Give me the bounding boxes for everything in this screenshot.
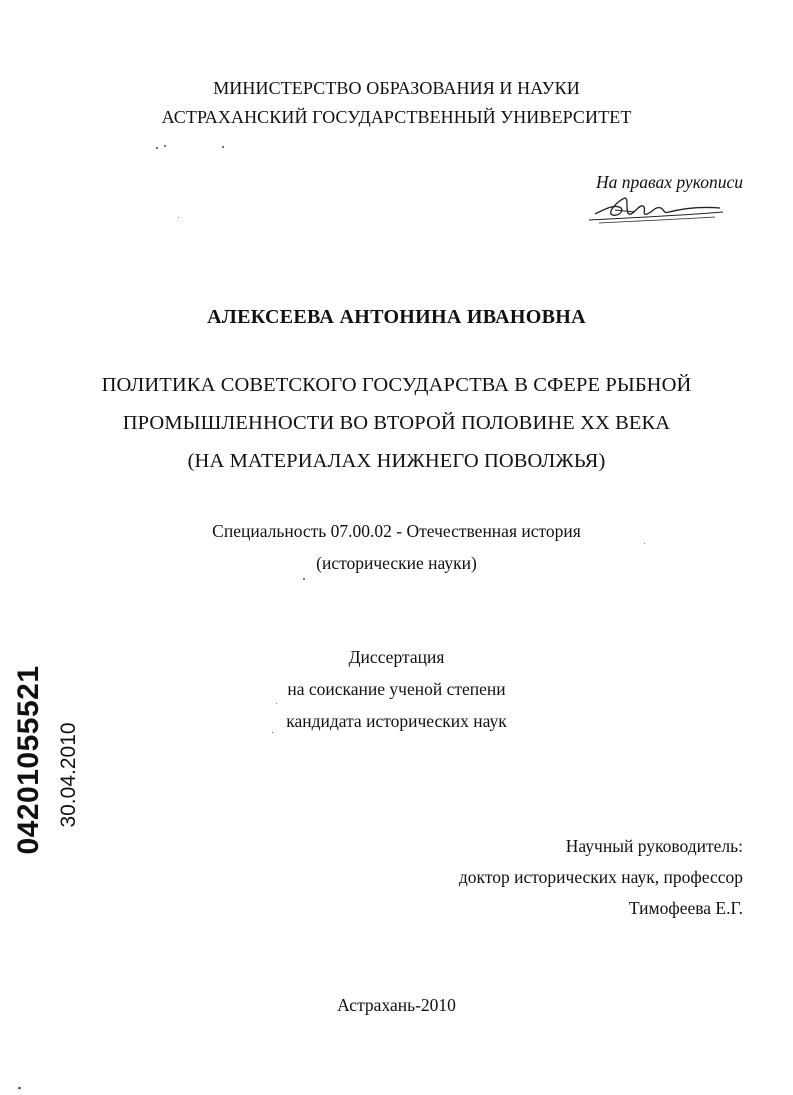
- ministry-heading: МИНИСТЕРСТВО ОБРАЗОВАНИЯ И НАУКИ: [213, 78, 580, 98]
- title-line-3: (НА МАТЕРИАЛАХ НИЖНЕГО ПОВОЛЖЬЯ): [187, 450, 606, 472]
- specialty-field: (исторические науки): [316, 553, 477, 573]
- scan-speck: [164, 145, 166, 147]
- library-stamp-number: 04201055521: [12, 665, 45, 855]
- title-line-1: ПОЛИТИКА СОВЕТСКОГО ГОСУДАРСТВА В СФЕРЕ РЫБНОЙ: [101, 374, 692, 396]
- author-name: АЛЕКСЕЕВА АНТОНИНА ИВАНОВНА: [207, 306, 586, 328]
- scan-speck: [303, 578, 305, 580]
- scan-speck: [276, 703, 277, 704]
- supervisor-name: Тимофеева Е.Г.: [628, 898, 743, 918]
- supervisor-label: Научный руководитель:: [565, 836, 743, 856]
- degree-name: кандидата исторических наук: [286, 711, 507, 731]
- place-year: Астрахань-2010: [337, 995, 456, 1015]
- manuscript-rights-label: На правах рукописи: [596, 172, 743, 192]
- university-heading: АСТРАХАНСКИЙ ГОСУДАРСТВЕННЫЙ УНИВЕРСИТЕТ: [161, 107, 632, 127]
- scan-speck: [18, 1087, 21, 1089]
- scan-speck: [644, 543, 645, 544]
- scan-speck: [272, 732, 273, 733]
- library-stamp-date: 30.04.2010: [57, 722, 80, 828]
- degree-purpose: на соискание ученой степени: [287, 679, 506, 699]
- dissertation-label: Диссертация: [348, 647, 445, 667]
- scan-speck: [178, 217, 179, 218]
- supervisor-degree: доктор исторических наук, профессор: [458, 867, 743, 887]
- scan-speck: [222, 146, 224, 148]
- specialty-line: Специальность 07.00.02 - Отечественная история: [212, 521, 581, 541]
- scan-speck: [156, 147, 158, 149]
- title-line-2: ПРОМЫШЛЕННОСТИ ВО ВТОРОЙ ПОЛОВИНЕ XX ВЕКА: [122, 412, 671, 434]
- handwritten-signature: [585, 190, 725, 226]
